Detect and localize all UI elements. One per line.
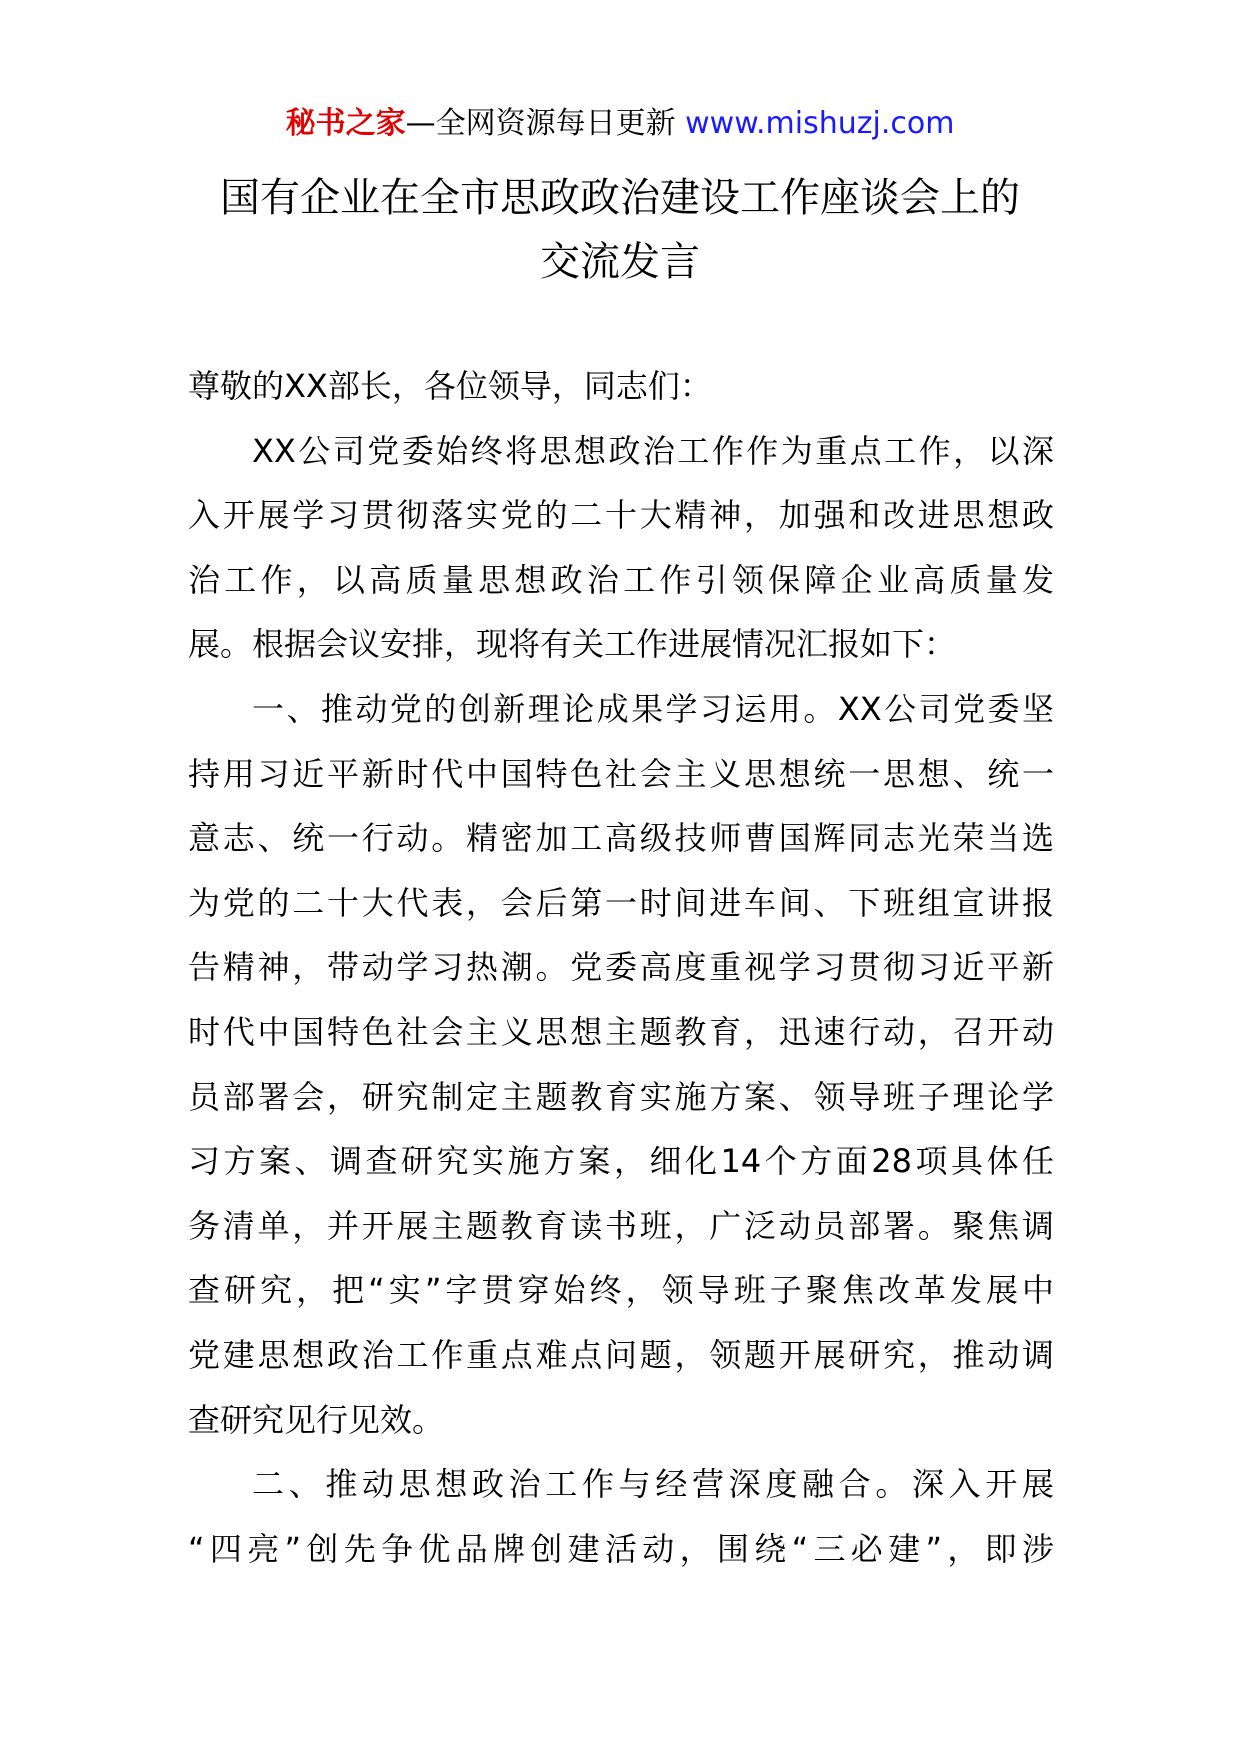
paragraph-3-line-1: 二、推动思想政治工作与经营深度融合。深入开展 xyxy=(252,1465,1054,1504)
document-body xyxy=(188,354,1054,1581)
paragraph-2-line-9: 务清单，并开展主题教育读书班，广泛动员部署。聚焦调 xyxy=(188,1206,1054,1245)
document-title xyxy=(120,166,1120,294)
paragraph-2-line-5: 告精神，带动学习热潮。党委高度重视学习贯彻习近平新 xyxy=(188,948,1054,987)
site-url-link[interactable]: www.mishuzj.com xyxy=(685,106,955,141)
paragraph-2-line-3: 意志、统一行动。精密加工高级技师曹国辉同志光荣当选 xyxy=(188,819,1054,858)
paragraph-1-line-1: XX公司党委始终将思想政治工作作为重点工作，以深 xyxy=(252,431,1054,470)
title-line-1: 国有企业在全市思政政治建设工作座谈会上的 xyxy=(220,175,1020,221)
paragraph-1-line-3: 治工作，以高质量思想政治工作引领保障企业高质量发 xyxy=(188,560,1054,599)
site-header xyxy=(0,104,1240,144)
paragraph-2-line-11: 党建思想政治工作重点难点问题，领题开展研究，推动调 xyxy=(188,1335,1054,1374)
paragraph-1-line-4: 展。根据会议安排，现将有关工作进展情况汇报如下： xyxy=(188,625,957,664)
salutation-line: 尊敬的XX部长，各位领导，同志们： xyxy=(188,367,712,405)
paragraph-2-line-8: 习方案、调查研究实施方案，细化14个方面28项具体任 xyxy=(188,1142,1054,1181)
site-slogan: —全网资源每日更新 xyxy=(405,106,676,141)
paragraph-2-line-10: 查研究，把“实”字贯穿始终，领导班子聚焦改革发展中 xyxy=(188,1271,1054,1310)
paragraph-1-line-2: 入开展学习贯彻落实党的二十大精神，加强和改进思想政 xyxy=(188,496,1054,535)
paragraph-3-line-2: “四亮”创先争优品牌创建活动，围绕“三必建”，即涉 xyxy=(188,1529,1054,1568)
site-brand: 秘书之家 xyxy=(285,106,406,141)
paragraph-2-line-7: 员部署会，研究制定主题教育实施方案、领导班子理论学 xyxy=(188,1077,1054,1116)
title-line-2: 交流发言 xyxy=(540,239,700,285)
paragraph-2-line-6: 时代中国特色社会主义思想主题教育，迅速行动，召开动 xyxy=(188,1012,1054,1051)
paragraph-2-line-1: 一、推动党的创新理论成果学习运用。XX公司党委坚 xyxy=(252,689,1054,728)
paragraph-2-line-2: 持用习近平新时代中国特色社会主义思想统一思想、统一 xyxy=(188,754,1054,793)
paragraph-2-line-12: 查研究见行见效。 xyxy=(188,1400,445,1439)
paragraph-2-line-4: 为党的二十大代表，会后第一时间进车间、下班组宣讲报 xyxy=(188,883,1054,922)
